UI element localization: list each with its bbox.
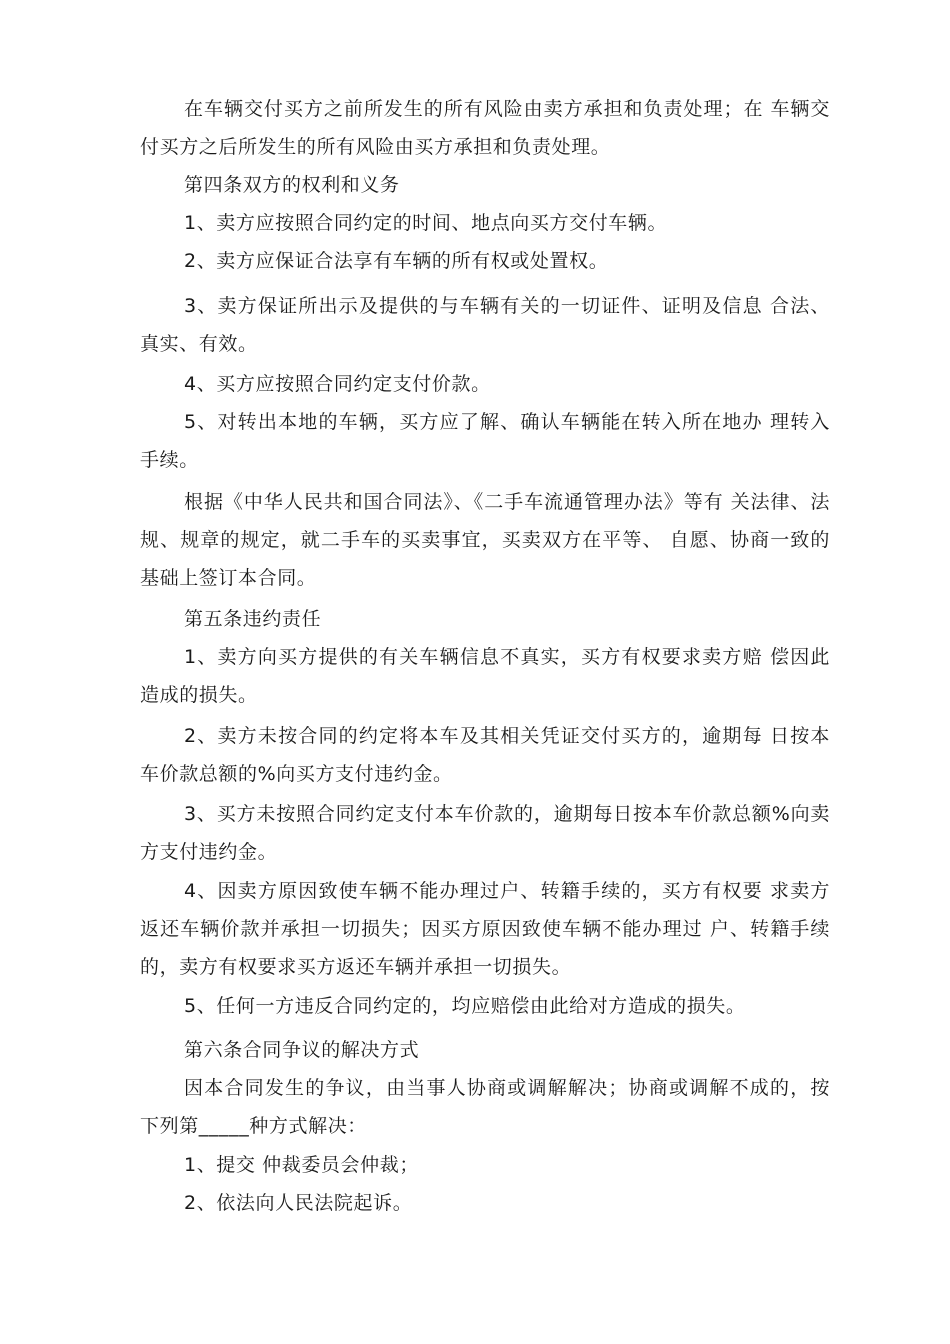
clause-5-4: 4、因卖方原因致使车辆不能办理过户、转籍手续的，买方有权要 求卖方返还车辆价款并承担一切损失；因买方原因致使车辆不能办理过 户、转籍手续的，卖方有权要求买方返还车辆并承担一切损失。: [140, 880, 830, 978]
clause-4-3: 3、卖方保证所出示及提供的与车辆有关的一切证件、证明及信息 合法、真实、有效。: [140, 295, 830, 355]
clause-4-4: 4、买方应按照合同约定支付价款。: [184, 373, 491, 395]
clause-5-3: 3、买方未按照合同约定支付本车价款的，逾期每日按本车价款总额%向卖方支付违约金。: [140, 803, 830, 863]
clause-4-1: 1、卖方应按照合同约定的时间、地点向买方交付车辆。: [184, 212, 668, 234]
clause-5-2: 2、卖方未按合同的约定将本车及其相关凭证交付买方的，逾期每 日按本车价款总额的%向买方支付违约金。: [140, 725, 830, 785]
option-litigation: 2、依法向人民法院起诉。: [184, 1192, 413, 1214]
paragraph-dispute: 因本合同发生的争议，由当事人协商或调解解决；协商或调解不成的，按下列第_____种方式解决：: [140, 1077, 830, 1137]
clause-4-5: 5、对转出本地的车辆，买方应了解、确认车辆能在转入所在地办 理转入手续。: [140, 411, 830, 471]
clause-5-1: 1、卖方向买方提供的有关车辆信息不真实，买方有权要求卖方赔 偿因此造成的损失。: [140, 646, 830, 706]
paragraph-risk: 在车辆交付买方之前所发生的所有风险由卖方承担和负责处理；在 车辆交付买方之后所发生的所有风险由买方承担和负责处理。: [140, 98, 830, 158]
paragraph-legal-basis: 根据《中华人民共和国合同法》、《二手车流通管理办法》等有 关法律、法规、规章的规定，就二手车的买卖事宜，买卖双方在平等、 自愿、协商一致的基础上签订本合同。: [140, 491, 830, 589]
clause-5-5: 5、任何一方违反合同约定的，均应赔偿由此给对方造成的损失。: [184, 995, 746, 1017]
option-arbitration: 1、提交 仲裁委员会仲裁；: [184, 1154, 419, 1176]
heading-article-5: 第五条违约责任: [184, 608, 322, 630]
heading-article-4: 第四条双方的权利和义务: [184, 174, 400, 196]
clause-4-2: 2、卖方应保证合法享有车辆的所有权或处置权。: [184, 250, 609, 272]
heading-article-6: 第六条合同争议的解决方式: [184, 1039, 420, 1061]
